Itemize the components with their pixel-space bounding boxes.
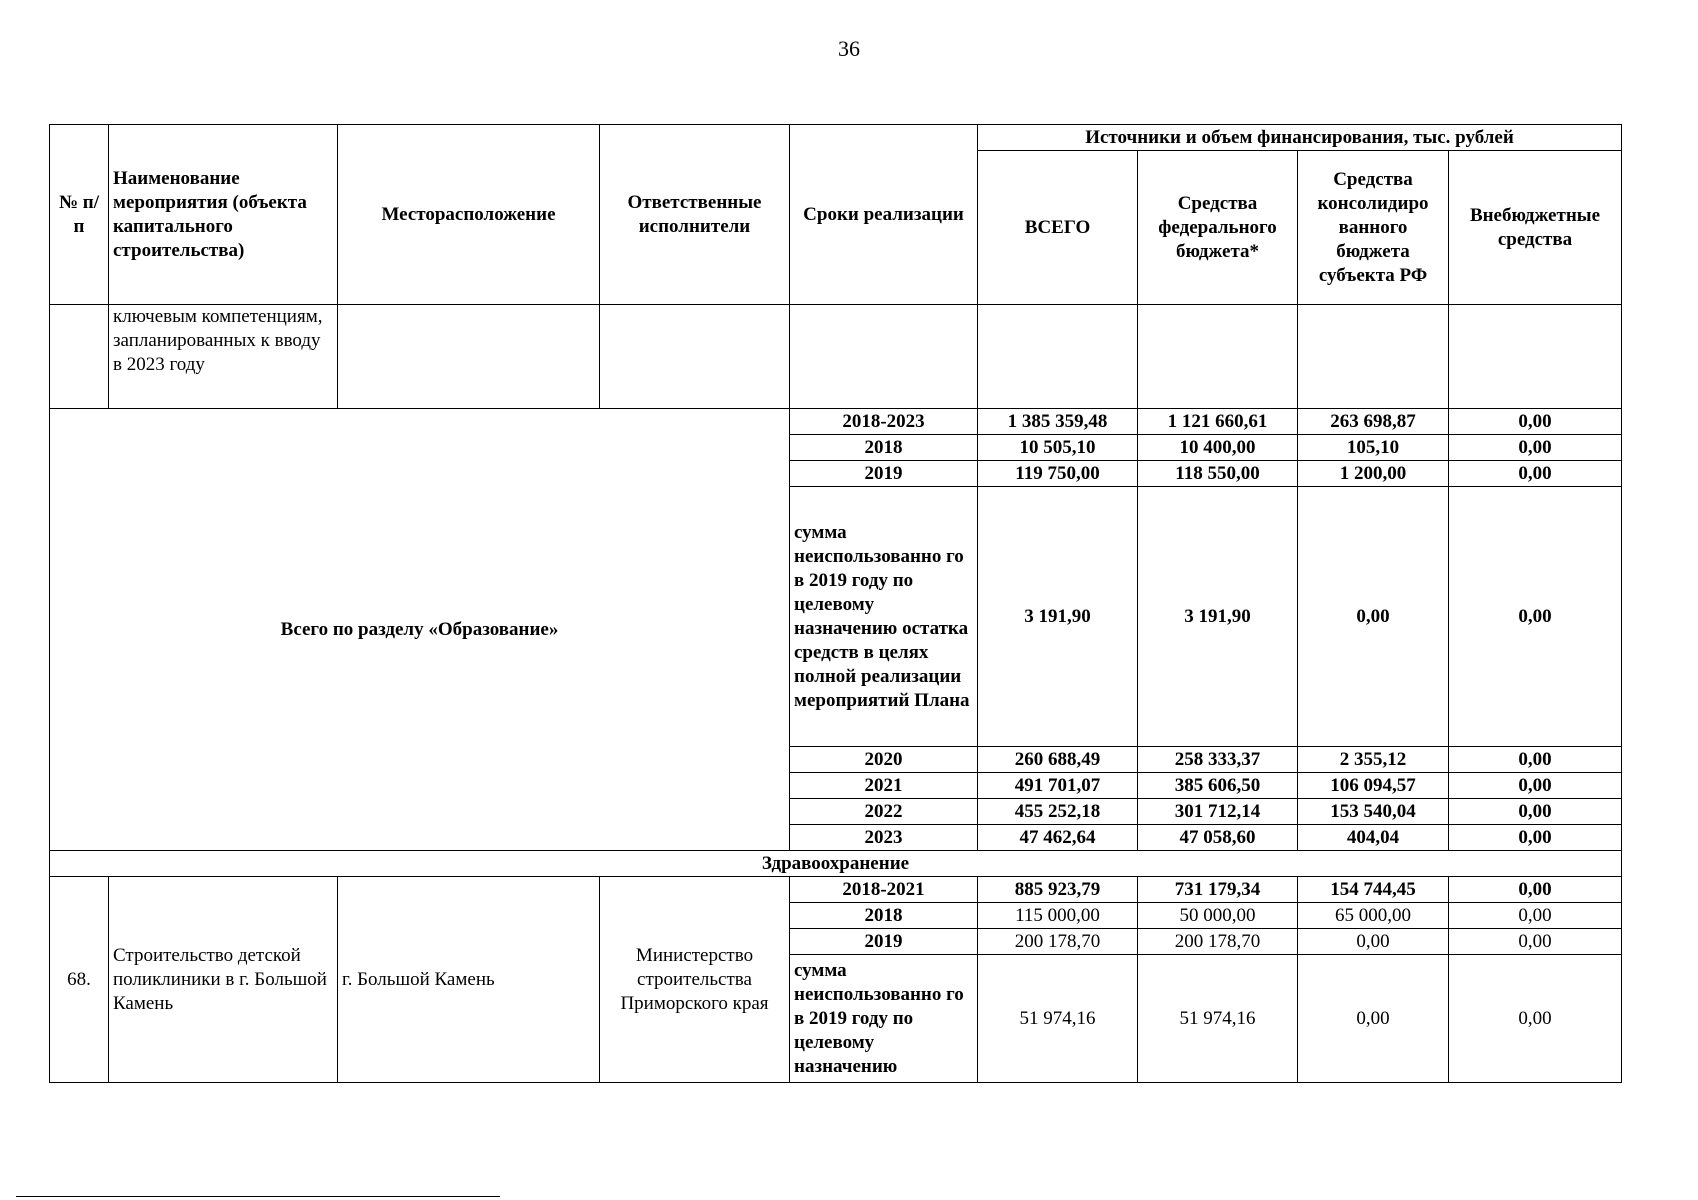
- extra-cell: 0,00: [1449, 487, 1622, 747]
- federal-cell: 50 000,00: [1138, 903, 1298, 929]
- cont-total: [978, 305, 1138, 409]
- item-name: Строительство детской поликлиники в г. Большой Камень: [109, 877, 338, 1083]
- federal-cell: 731 179,34: [1138, 877, 1298, 903]
- consolidated-cell: 0,00: [1298, 955, 1449, 1083]
- federal-cell: 51 974,16: [1138, 955, 1298, 1083]
- section-title-health: Здравоохранение: [50, 851, 1622, 877]
- extra-cell: 0,00: [1449, 747, 1622, 773]
- cont-consolidated: [1298, 305, 1449, 409]
- header-location: Месторасположение: [338, 125, 600, 305]
- header-executors: Ответственные исполнители: [600, 125, 790, 305]
- continuation-row: [50, 305, 1622, 409]
- total-cell: 51 974,16: [978, 955, 1138, 1083]
- federal-cell: 3 191,90: [1138, 487, 1298, 747]
- period-cell: 2018-2023: [790, 409, 978, 435]
- period-cell: 2020: [790, 747, 978, 773]
- period-cell: 2018: [790, 903, 978, 929]
- page-number: 36: [838, 36, 860, 61]
- total-cell: 3 191,90: [978, 487, 1138, 747]
- consolidated-cell: 65 000,00: [1298, 903, 1449, 929]
- total-cell: 115 000,00: [978, 903, 1138, 929]
- period-cell: 2018: [790, 435, 978, 461]
- period-cell: 2019: [790, 461, 978, 487]
- consolidated-cell: 154 744,45: [1298, 877, 1449, 903]
- item-num: 68.: [50, 877, 109, 1083]
- footnote-separator: [16, 1196, 500, 1197]
- extra-cell: 0,00: [1449, 929, 1622, 955]
- extra-cell: 0,00: [1449, 955, 1622, 1083]
- cont-num: [50, 305, 109, 409]
- extra-cell: 0,00: [1449, 461, 1622, 487]
- cont-extra: [1449, 305, 1622, 409]
- consolidated-cell: 404,04: [1298, 825, 1449, 851]
- federal-cell: 118 550,00: [1138, 461, 1298, 487]
- consolidated-cell: 1 200,00: [1298, 461, 1449, 487]
- total-cell: 119 750,00: [978, 461, 1138, 487]
- federal-cell: 258 333,37: [1138, 747, 1298, 773]
- consolidated-cell: 106 094,57: [1298, 773, 1449, 799]
- extra-cell: 0,00: [1449, 903, 1622, 929]
- consolidated-cell: 153 540,04: [1298, 799, 1449, 825]
- period-cell: 2022: [790, 799, 978, 825]
- table-row: [50, 877, 1622, 903]
- period-cell: 2023: [790, 825, 978, 851]
- extra-cell: 0,00: [1449, 799, 1622, 825]
- federal-cell: 10 400,00: [1138, 435, 1298, 461]
- table-row: [50, 409, 1622, 435]
- federal-cell: 385 606,50: [1138, 773, 1298, 799]
- cont-executors: [600, 305, 790, 409]
- total-cell: 200 178,70: [978, 929, 1138, 955]
- financing-table: [49, 124, 1622, 1083]
- total-cell: 10 505,10: [978, 435, 1138, 461]
- cont-name: ключевым компетенциям, запланированных к вводу в 2023 году: [109, 305, 338, 409]
- item-location: г. Большой Камень: [338, 877, 600, 1083]
- consolidated-cell: 263 698,87: [1298, 409, 1449, 435]
- federal-cell: 1 121 660,61: [1138, 409, 1298, 435]
- total-cell: 1 385 359,48: [978, 409, 1138, 435]
- cont-federal: [1138, 305, 1298, 409]
- header-consolidated: Средства консолидиро ванного бюджета субъекта РФ: [1298, 151, 1449, 305]
- header-total: ВСЕГО: [978, 151, 1138, 305]
- education-total-label: Всего по разделу «Образование»: [50, 409, 790, 851]
- header-federal: Средства федерального бюджета*: [1138, 151, 1298, 305]
- item-executors: Министерство строительства Приморского края: [600, 877, 790, 1083]
- federal-cell: 301 712,14: [1138, 799, 1298, 825]
- header-num: № п/п: [50, 125, 109, 305]
- extra-cell: 0,00: [1449, 877, 1622, 903]
- federal-cell: 47 058,60: [1138, 825, 1298, 851]
- header-row-1: [50, 125, 1622, 151]
- period-cell: 2018-2021: [790, 877, 978, 903]
- total-cell: 47 462,64: [978, 825, 1138, 851]
- cont-terms: [790, 305, 978, 409]
- consolidated-cell: 105,10: [1298, 435, 1449, 461]
- cont-location: [338, 305, 600, 409]
- extra-cell: 0,00: [1449, 825, 1622, 851]
- consolidated-cell: 0,00: [1298, 929, 1449, 955]
- period-cell: 2019: [790, 929, 978, 955]
- total-cell: 885 923,79: [978, 877, 1138, 903]
- section-header-row: [50, 851, 1622, 877]
- extra-cell: 0,00: [1449, 435, 1622, 461]
- federal-cell: 200 178,70: [1138, 929, 1298, 955]
- total-cell: 455 252,18: [978, 799, 1138, 825]
- header-name: Наименование мероприятия (объекта капитального строительства): [109, 125, 338, 305]
- header-sources-group: Источники и объем финансирования, тыс. рублей: [978, 125, 1622, 151]
- extra-cell: 0,00: [1449, 773, 1622, 799]
- period-cell: сумма неиспользованно го в 2019 году по целевому назначению: [790, 955, 978, 1083]
- header-extra: Внебюджетные средства: [1449, 151, 1622, 305]
- consolidated-cell: 0,00: [1298, 487, 1449, 747]
- extra-cell: 0,00: [1449, 409, 1622, 435]
- consolidated-cell: 2 355,12: [1298, 747, 1449, 773]
- period-cell: 2021: [790, 773, 978, 799]
- total-cell: 260 688,49: [978, 747, 1138, 773]
- period-cell: сумма неиспользованно го в 2019 году по целевому назначению остатка средств в целях полной реализации мероприятий Плана: [790, 487, 978, 747]
- total-cell: 491 701,07: [978, 773, 1138, 799]
- header-terms: Сроки реализации: [790, 125, 978, 305]
